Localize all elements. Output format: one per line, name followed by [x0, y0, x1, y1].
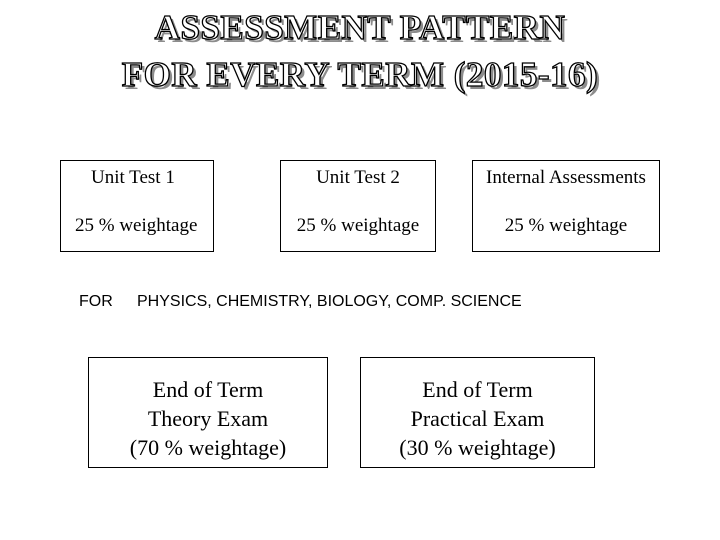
- theory-exam-line-1: End of Term: [152, 377, 264, 402]
- practical-exam-box: [360, 357, 595, 468]
- internal-assessments-label: Internal Assessments: [486, 167, 646, 188]
- unit-test-1-box: [60, 160, 214, 252]
- unit-test-2-weightage: 25 % weightage: [296, 215, 420, 236]
- unit-test-1-weightage: 25 % weightage: [75, 215, 198, 236]
- page-title-line-2: FOR EVERY TERM (2015-16): [121, 55, 599, 94]
- unit-test-1-label: Unit Test 1: [91, 167, 175, 188]
- internal-assessments-box: [472, 160, 660, 252]
- unit-test-2-label: Unit Test 2: [316, 167, 400, 188]
- theory-exam-weightage: (70 % weightage): [129, 435, 287, 460]
- internal-assessments-weightage: 25 % weightage: [504, 215, 628, 236]
- theory-exam-box: [88, 357, 328, 468]
- practical-exam-weightage: (30 % weightage): [399, 435, 556, 460]
- practical-exam-line-2: Practical Exam: [410, 406, 545, 431]
- for-label: FOR: [79, 293, 113, 310]
- page-title-line-1: ASSESSMENT PATTERN: [154, 8, 566, 47]
- theory-exam-line-2: Theory Exam: [147, 406, 269, 431]
- subjects-list: PHYSICS, CHEMISTRY, BIOLOGY, COMP. SCIENCE: [137, 293, 522, 310]
- practical-exam-line-1: End of Term: [422, 377, 533, 402]
- unit-test-2-box: [280, 160, 436, 252]
